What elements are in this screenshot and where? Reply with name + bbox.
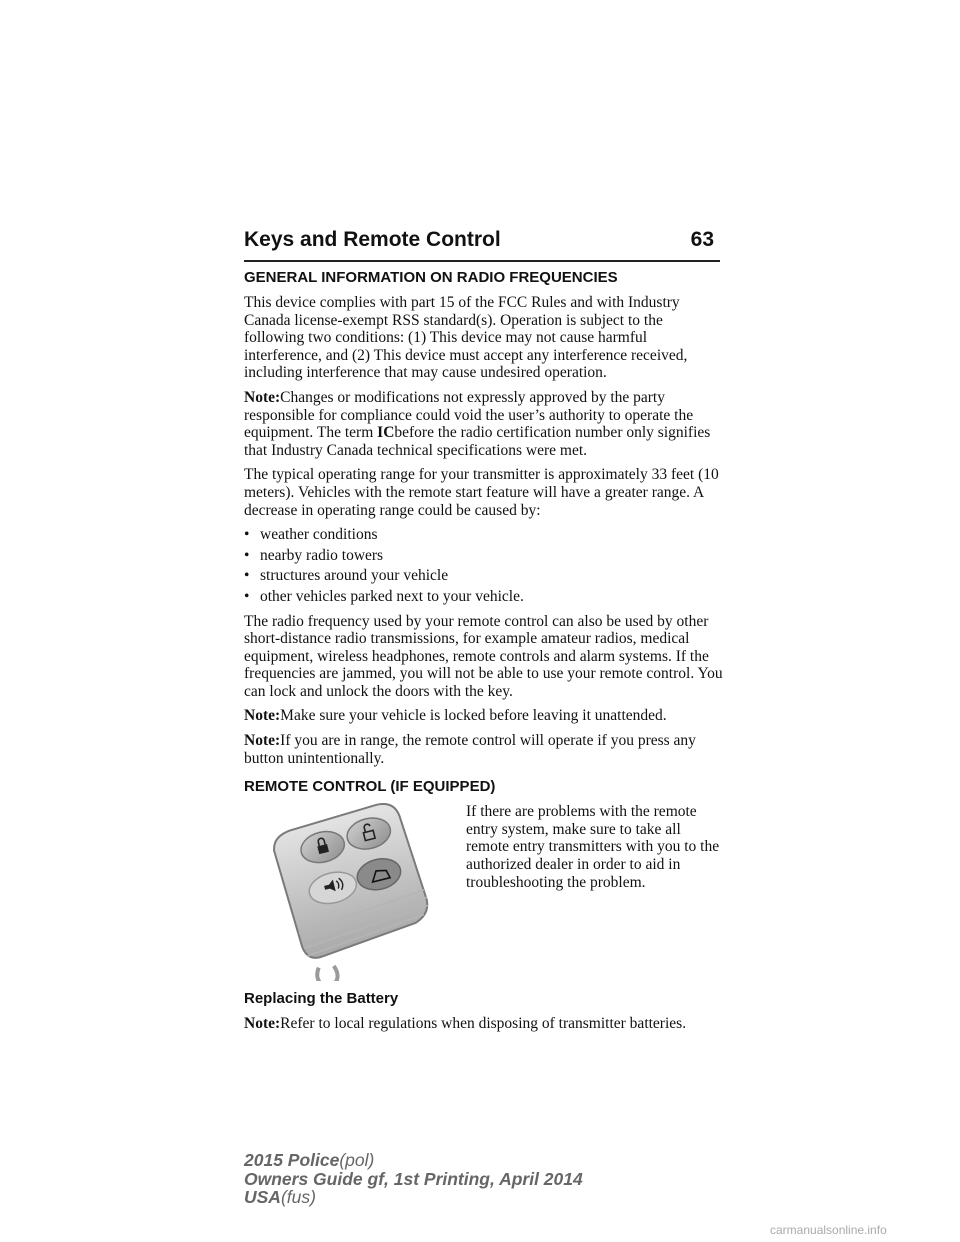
chapter-title: Keys and Remote Control: [244, 228, 501, 251]
list-item-text: weather conditions: [260, 526, 378, 544]
list-item: [244, 526, 724, 544]
bullet-icon: •: [244, 567, 250, 585]
note-label: Note:: [244, 1015, 281, 1033]
note-locked: [244, 707, 724, 725]
section-heading-replacing-battery: Replacing the Battery: [244, 990, 399, 1008]
note-text: Make sure your vehicle is locked before leaving it unattended.: [280, 707, 667, 725]
operating-range-paragraph: The typical operating range for your transmitter is approximately 33 feet (10 meters). Vehicles with the remote start feature will have a greater range. A decrease in operating range could be caused by:: [244, 466, 719, 519]
bullet-icon: •: [244, 587, 250, 605]
note-text: Changes or modifications not expressly approved by the party responsible for compliance could void the user’s authority to operate the equipment. The term: [244, 388, 694, 442]
list-item-text: other vehicles parked next to your vehicle.: [260, 587, 524, 605]
watermark: carmanualsonline.info: [770, 1223, 887, 1237]
bullet-icon: •: [244, 546, 250, 564]
bullet-icon: •: [244, 526, 250, 544]
radio-frequency-paragraph: The radio frequency used by your remote control can also be used by other short-distance radio transmissions, for example amateur radios, medical equipment, wireless headphones, remote controls and alarm systems. If the frequencies are jammed, you will not be able to use your remote control. You can lock and unlock the doors with the key.: [244, 612, 723, 700]
footer-line-3: [244, 1188, 583, 1207]
footer-model: 2015 Police: [244, 1150, 340, 1170]
page-number: 63: [690, 228, 714, 251]
list-item: [244, 547, 724, 565]
list-item: [244, 567, 724, 585]
ic-term: IC: [377, 424, 395, 442]
section-heading-radio-frequencies: GENERAL INFORMATION ON RADIO FREQUENCIES: [244, 269, 618, 286]
note-label: Note:: [244, 732, 281, 750]
footer-market-code: (fus): [280, 1187, 316, 1207]
note-text: Refer to local regulations when disposing of transmitter batteries.: [280, 1015, 687, 1033]
remote-control-block: [244, 803, 724, 981]
footer-line-2: Owners Guide gf, 1st Printing, April 2014: [244, 1168, 583, 1189]
key-fob-remote-icon: [244, 803, 444, 981]
section-heading-remote-control: REMOTE CONTROL (IF EQUIPPED): [244, 778, 496, 796]
range-factors-list: [244, 526, 724, 605]
footer-market: USA: [244, 1187, 281, 1207]
note-battery-disposal: [244, 1015, 724, 1033]
footer-line-1: [244, 1151, 583, 1170]
list-item-text: nearby radio towers: [260, 546, 384, 564]
print-footer: [244, 1151, 583, 1207]
note-label: Note:: [244, 707, 281, 725]
note-text: before the radio certification number only signifies that Industry Canada technical specifications were met.: [244, 424, 711, 459]
footer-model-code: (pol): [339, 1150, 375, 1170]
page-header: [244, 228, 720, 262]
list-item: [244, 588, 724, 606]
note-text: If you are in range, the remote control will operate if you press any button unintentionally.: [244, 732, 696, 767]
list-item-text: structures around your vehicle: [260, 567, 449, 585]
note-modifications: [244, 389, 724, 459]
fcc-paragraph: This device complies with part 15 of the FCC Rules and with Industry Canada license-exempt RSS standard(s). Operation is subject to the following two conditions: (1) This device may not cause harmful interference, and (2) This device must accept any interference received, including interference that may cause undesired operation.: [244, 294, 688, 382]
note-in-range: [244, 732, 724, 767]
note-label: Note:: [244, 388, 281, 406]
remote-control-paragraph: If there are problems with the remote entry system, make sure to take all remote entry transmitters with you to the authorized dealer in order to aid in troubleshooting the problem.: [466, 803, 720, 891]
page-content: [244, 268, 724, 1040]
